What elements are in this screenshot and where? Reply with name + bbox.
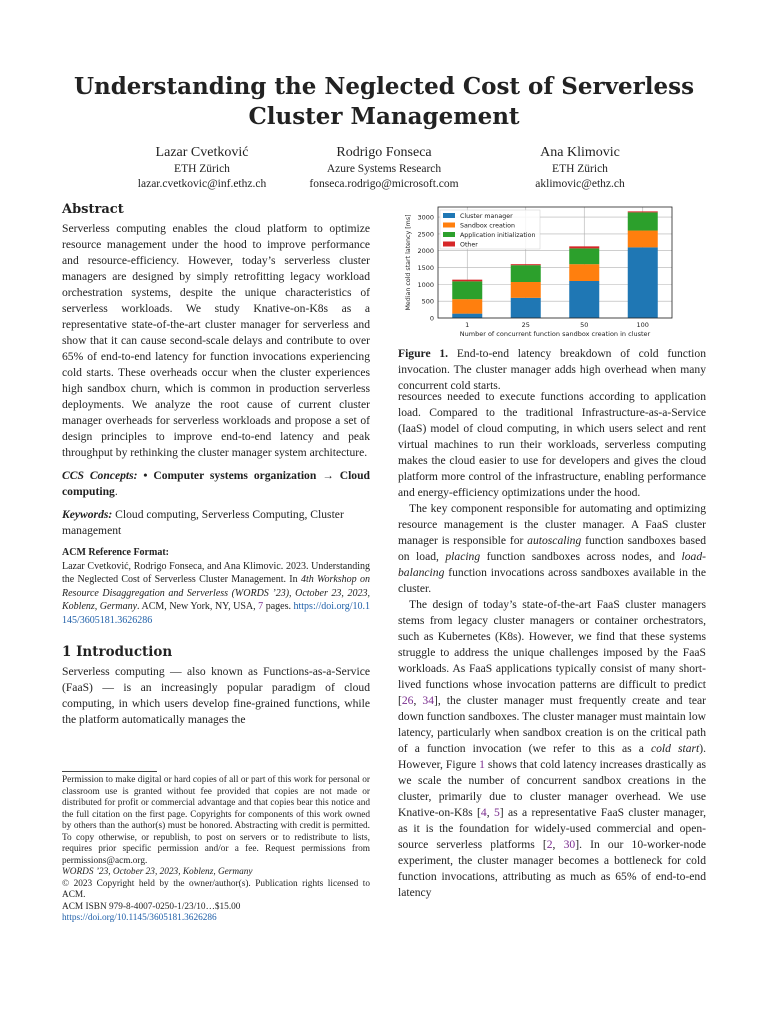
abstract-heading: Abstract [62,202,124,217]
author-affiliation: ETH Zürich [174,163,230,175]
bar-segment-other [569,246,599,248]
legend-swatch [443,223,455,228]
bar-segment-sandbox-creation [569,264,599,281]
footnote-divider [62,771,157,772]
figure-label: Figure 1. [398,347,449,360]
author-affiliation: ETH Zürich [552,163,608,175]
isbn: ACM ISBN 979-8-4007-0250-1/23/10…$15.00 [62,901,241,912]
footnote-doi-link[interactable]: https://doi.org/10.1145/3605181.3626286 [62,913,217,923]
body-text: ], the cluster manager must frequently create and tear down function sandboxes. The cluster manager must maintain low latency, particularly when sandbox creation is on the critical path of a function invocation (we refer to this as a [398,694,706,755]
citation-link[interactable]: 30 [563,838,576,851]
figure-caption-text: End-to-end latency breakdown of cold function invocation. The cluster manager adds high overhead when many concurrent cold starts. [398,347,706,392]
author-email: fonseca.rodrigo@microsoft.com [309,178,459,190]
footnote-venue: WORDS ’23, October 23, 2023, Koblenz, Germany [62,867,253,877]
x-tick-label: 50 [580,321,589,329]
body-text: , [552,838,564,851]
bar-segment-cluster-manager [628,247,658,318]
author-email: aklimovic@ethz.ch [535,178,625,190]
bar-segment-cluster-manager [569,281,599,318]
intro-heading: 1 Introduction [62,644,173,660]
author-3 [470,143,690,192]
bar-segment-cluster-manager [452,314,482,318]
author-name: Lazar Cvetković [155,145,249,160]
x-tick-label: 1 [465,321,470,329]
acm-ref-text: pages. [263,601,294,612]
bar-segment-application-initialization [511,265,541,282]
bar-segment-application-initialization [569,248,599,264]
acm-reference [62,546,370,627]
abstract-text: Serverless computing enables the cloud platform to optimize resource management under the hood to improve performance and resource-efficiency. However, today’s serverless cluster managers are designed by simply retrofitting legacy workload orchestration systems, despite the unique characteristics of serverless workloads. We study Knative-on-K8s as a representative state-of-the-art cluster manager for serverless and show that it can cause second-scale delays and contribute to over 65% of end-to-end latency for function invocations experiencing cold starts. These overheads occur when the cluster experiences high sandbox churn, which is common in production serverless deployments. We analyze the root cause of current cluster manager overheads for serverless workloads and propose a set of design principles to improve end-to-end latency and peak throughput by rethinking the cluster manager system architecture. [62,222,370,459]
latency-breakdown-chart [398,200,698,340]
body-text: , [413,694,423,707]
bar-segment-sandbox-creation [511,282,541,298]
ccs-text: • Computer systems organization → Cloud computing [62,469,370,498]
emphasis-text: load-balancing [398,550,706,579]
legend-label: Cluster manager [460,213,513,220]
body-text: The key component responsible for automating and optimizing resource management is the cluster manager. A FaaS cluster manager is responsible for [398,502,706,547]
author-email: lazar.cvetkovic@inf.ethz.ch [137,178,267,190]
body-text: function sandboxes based on load, [398,534,707,563]
intro-text: Serverless computing — also known as Functions-as-a-Service (FaaS) — is an increasingly popular paradigm of cloud computing, in which users develop fine-grained functions, while the platform automatically manages the [62,665,370,726]
citation-link[interactable]: 4 [480,806,487,819]
y-tick-label: 2500 [417,230,434,239]
emphasis-text: autoscaling [527,534,582,547]
citation-link[interactable]: 2 [546,838,553,851]
legend-swatch [443,242,455,247]
left-column [62,202,370,728]
bar-segment-sandbox-creation [452,299,482,313]
body-text: ). However, Figure [398,742,706,771]
title-line-2: Cluster Management [248,103,520,130]
citation-link[interactable]: 1 [479,758,485,771]
legend-label: Sandbox creation [460,222,515,230]
body-paragraph [398,501,706,597]
author-2 [274,143,494,192]
legend-swatch [443,232,455,237]
emphasis-text: placing [445,550,481,563]
y-axis-label: Median cold start latency [ms] [405,214,412,311]
y-tick-label: 1000 [417,280,434,289]
keywords-label: Keywords: [62,508,113,521]
bar-segment-cluster-manager [511,298,541,318]
citation-link[interactable]: 26 [401,694,414,707]
bar-segment-sandbox-creation [628,231,658,248]
bar-segment-application-initialization [452,281,482,299]
ccs-label: CCS Concepts: [62,469,138,482]
acm-ref-text: Lazar Cvetković, Rodrigo Fonseca, and Ana Klimovic. 2023. Understanding the Neglected Cost of Serverless Cluster Management. In [62,560,370,585]
x-tick-label: 100 [636,321,649,329]
citation-link[interactable]: 5 [493,806,500,819]
bar-segment-other [452,280,482,282]
bar-segment-other [628,211,658,212]
author-name: Ana Klimovic [540,145,620,160]
legend-swatch [443,213,455,218]
acm-ref-text: . ACM, New York, NY, USA, [137,601,259,612]
legend-label: Other [460,241,478,249]
body-text: function sandboxes across nodes, and [480,550,682,563]
body-text: ] as a representative FaaS cluster manager, as it is the foundation for widely-used commercial and open-source serverless platforms [ [398,806,706,851]
x-axis-label: Number of concurrent function sandbox creation in cluster [459,330,651,338]
acm-ref-pages-link[interactable]: 7 [258,601,264,612]
acm-ref-doi-link[interactable]: https://doi.org/10.1145/3605181.3626286 [62,601,370,626]
author-affiliation: Azure Systems Research [326,163,442,175]
legend-label: Application initialization [460,232,536,239]
right-column [398,389,706,901]
copyright-notice: © 2023 Copyright held by the owner/author(s). Publication rights licensed to ACM. [62,878,370,900]
title-line-1: Understanding the Neglected Cost of Serverless [73,73,695,100]
y-tick-label: 2000 [417,247,434,256]
body-text: shows that cold latency increases drastically as we scale the number of concurrent sandbox creations in the cluster, primarily due to cluster manager overhead. We use Knative-on-K8s [ [398,758,707,819]
keywords [62,507,370,539]
body-paragraph [398,597,706,901]
body-text: The design of today’s state-of-the-art FaaS cluster managers stems from legacy cluster managers or container orchestrators, such as Kubernetes (K8s). However, we find that these systems struggle to address the unique challenges imposed by the FaaS workloads. As FaaS applications typically consist of many short-lived functions whose invocation patterns are difficult to predict [ [398,598,706,707]
y-tick-label: 3000 [417,213,434,222]
footnote [62,775,370,925]
body-text: ]. In our 10-worker-node experiment, the cluster manager becomes a bottleneck for cold function invocations, attributing as much as 65% of end-to-end latency [398,838,707,899]
acm-ref-heading: ACM Reference Format: [62,547,169,558]
ccs-end: . [114,485,118,498]
y-tick-label: 500 [421,297,434,306]
body-text: resources needed to execute functions according to application load. Compared to the traditional Infrastructure-as-a-Service (IaaS) model of cloud computing, in which users select and rent virtual machines to run their workloads, serverless computing makes the cloud easier to use for developers and gives the cloud platform more control of the infrastructure, enabling performance and energy-efficiency optimizations under the hood. [398,390,706,499]
bar-segment-application-initialization [628,212,658,230]
body-text: function invocations across sandboxes available in the cluster. [398,566,706,595]
keywords-text: Cloud computing, Serverless Computing, Cluster management [62,508,344,537]
bar-segment-other [511,264,541,265]
acm-ref-venue: 4th Workshop on Resource Disaggregation and Serverless (WORDS ’23), October 23, 2023, Koblenz, Germany [62,574,370,612]
figure-caption [398,346,706,394]
paper-title [60,72,708,132]
citation-link[interactable]: 34 [422,694,434,707]
author-name: Rodrigo Fonseca [336,145,432,160]
y-tick-label: 1500 [417,264,434,273]
body-text: , [486,806,494,819]
y-tick-label: 0 [429,314,434,323]
body-paragraph [398,389,706,501]
x-tick-label: 25 [521,321,530,329]
ccs-concepts [62,468,370,500]
emphasis-text: cold start [650,742,700,755]
permission-notice: Permission to make digital or hard copies of all or part of this work for personal or classroom use is granted without fee provided that copies are not made or distributed for profit or commercial advantage and that copies bear this notice and the full citation on the first page. Copyrights for components of this work owned by others than the author(s) must be honored. Abstracting with credit is permitted. To copy otherwise, or republish, to post on servers or to redistribute to lists, requires prior specific permission and/or a fee. Request permissions from permissions@acm.org. [62,775,370,866]
